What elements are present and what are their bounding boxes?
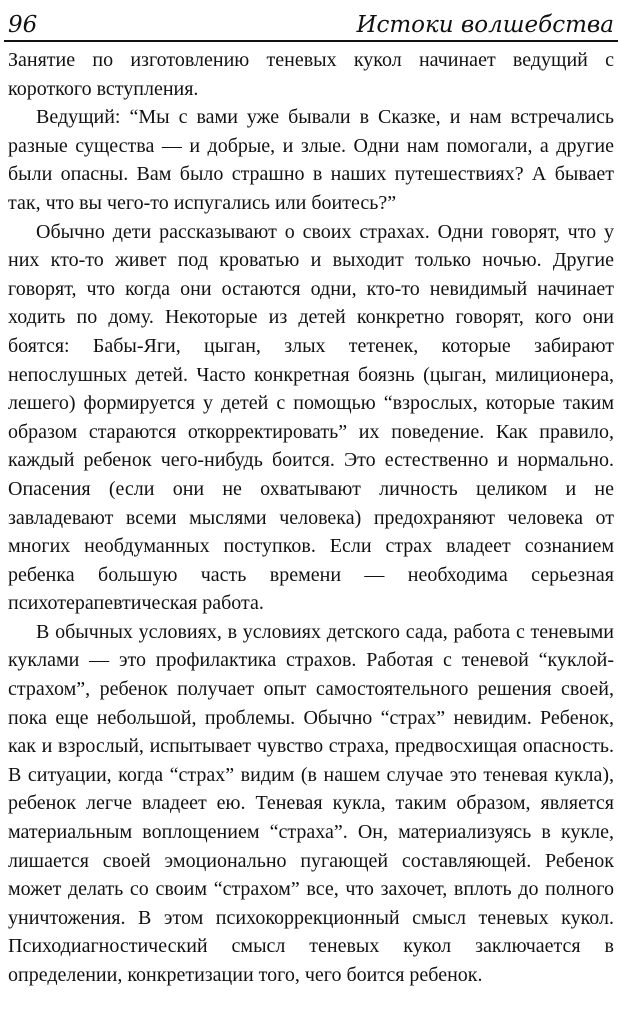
running-title: Истоки волшебства — [356, 12, 614, 38]
page-number: 96 — [8, 12, 38, 38]
paragraph-3: Обычно дети рассказывают о своих страхах. Одни говорят, что у них кто-то живет под кроватью и выходит только ночью. Другие говорят, что когда они остаются одни, кто-то невидимый начинает ходить по дому. Некоторые из детей конкретно говорят, кого они боятся: Бабы-Яги, цыган, злых тетенек, которые забирают непослушных детей. Часто конкретная боязнь (цыган, милиционера, лешего) формируется у детей с помощью “взрослых, которые таким образом стараются откорректировать” их поведение. Как правило, каждый ребенок чего-нибудь боится. Это естественно и нормально. Опасения (если они не охватывают личность целиком и не завладевают всеми мыслями человека) предохраняют человека от многих необдуманных поступков. Если страх владеет сознанием ребенка большую часть времени — необходима серьезная психотерапевтическая работа. — [8, 220, 614, 615]
body-text — [8, 46, 614, 990]
header-rule — [4, 40, 618, 42]
paragraph-1: Занятие по изготовлению теневых кукол начинает ведущий с короткого вступления. — [8, 49, 614, 100]
running-head — [8, 2, 614, 38]
paragraph-2: Ведущий: “Мы с вами уже бывали в Сказке, и нам встречались разные существа — и добрые, и злые. Одни нам помогали, а другие были опасны. Вам было страшно в наших путешествиях? А бывает так, что вы чего-то испугались или боитесь?” — [8, 106, 614, 214]
paragraph-4: В обычных условиях, в условиях детского сада, работа с теневыми куклами — это профилактика страхов. Работая с теневой “куклой-страхом”, ребенок получает опыт самостоятельного решения своей, пока еще небольшой, проблемы. Обычно “страх” невидим. Ребенок, как и взрослый, испытывает чувство страха, предвосхищая опасность. В ситуации, когда “страх” видим (в нашем случае это теневая кукла), ребенок легче владеет ею. Теневая кукла, таким образом, является материальным воплощением “страха”. Он, материализуясь в кукле, лишается своей эмоционально пугающей составляющей. Ребенок может делать со своим “страхом” все, что захочет, вплоть до полного уничтожения. В этом психокоррекционный смысл теневых кукол. Психодиагностический смысл теневых кукол заключается в определении, конкретизации того, чего боится ребенок. — [8, 620, 614, 986]
